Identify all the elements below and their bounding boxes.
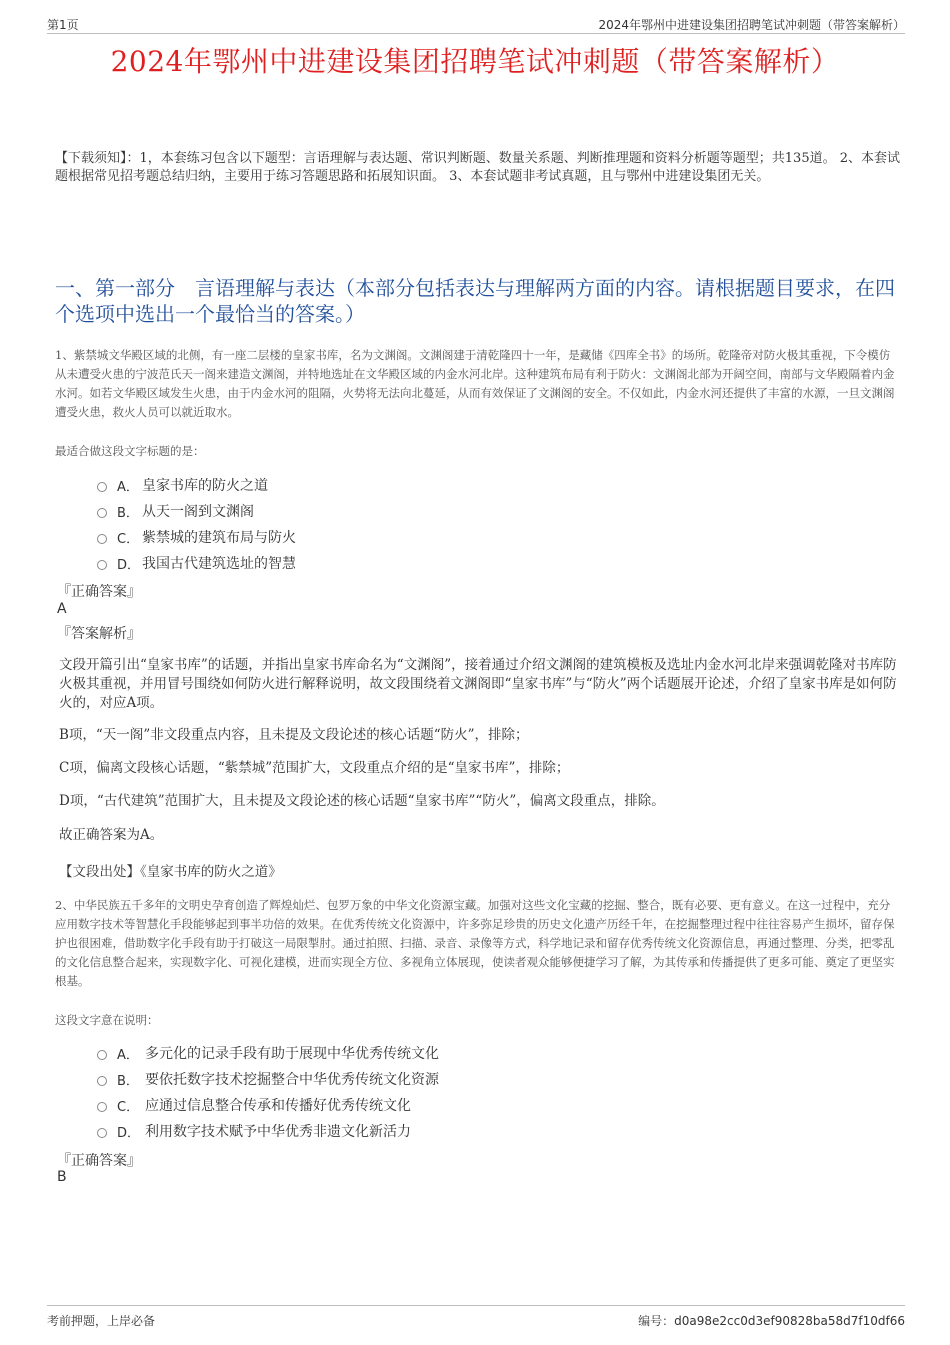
analysis-d xyxy=(59,792,899,811)
radio-icon[interactable] xyxy=(97,534,107,544)
analysis-paragraph: B项，“天一阁”非文段重点内容，且未提及文段论述的核心话题“防火”，排除； xyxy=(59,727,529,743)
question-1-analysis xyxy=(59,656,899,713)
page-footer xyxy=(47,1305,905,1328)
question-2-prompt: 这段文字意在说明： xyxy=(55,1013,159,1027)
header-doc-title: 2024年鄂州中进建设集团招聘笔试冲刺题（带答案解析） xyxy=(598,18,905,32)
question-2-answer-label: 『正确答案』 xyxy=(57,1153,141,1169)
analysis-paragraph: C项，偏离文段核心话题，“紫禁城”范围扩大，文段重点介绍的是“皇家书库”，排除； xyxy=(59,760,570,776)
option-c[interactable]: C． 紫禁城的建筑布局与防火 xyxy=(97,527,697,553)
question-1-source: 【文段出处】《皇家书库的防火之道》 xyxy=(59,864,282,880)
analysis-b xyxy=(59,726,899,745)
radio-icon[interactable] xyxy=(97,482,107,492)
download-notice: 【下载须知】：1，本套练习包含以下题型：言语理解与表达题、常识判断题、数量关系题、判断推理题和资料分析题等题型；共135道。 2、本套试题根据常见招考题总结归纳，主要用于练习答题思路和拓展知识面。 3、本套试题非考试真题，且与鄂州中进建设集团无关。 xyxy=(55,151,900,184)
document-title: 2024年鄂州中进建设集团招聘笔试冲刺题（带答案解析） xyxy=(110,45,840,78)
option-c[interactable]: C． 应通过信息整合传承和传播好优秀传统文化 xyxy=(97,1095,697,1121)
option-d[interactable]: D． 利用数字技术赋予中华优秀非遗文化新活力 xyxy=(97,1121,697,1147)
question-1-answer: A xyxy=(57,601,67,617)
option-b[interactable]: B． 从天一阁到文渊阁 xyxy=(97,501,697,527)
question-1-analysis-label: 『答案解析』 xyxy=(57,626,141,642)
section-title: 一、第一部分 言语理解与表达（本部分包括表达与理解两方面的内容。请根据题目要求，在四个选项中选出一个最恰当的答案。） xyxy=(55,276,895,326)
analysis-conclusion xyxy=(59,826,899,845)
radio-icon[interactable] xyxy=(97,1102,107,1112)
radio-icon[interactable] xyxy=(97,560,107,570)
question-1-passage: 1、紫禁城文华殿区域的北侧，有一座二层楼的皇家书库，名为文渊阁。文渊阁建于清乾隆四十一年，是藏储《四库全书》的场所。乾隆帝对防火极其重视，下令模仿从未遭受火患的宁波范氏天一阁来建造文渊阁，并特地选址在文华殿区域的内金水河北岸。这种建筑布局有利于防火：文渊阁北部为开阔空间，南部与文华殿隔着内金水河。如若文华殿区域发生火患，由于内金水河的阻隔，火势将无法向北蔓延，从而有效保证了文渊阁的安全。不仅如此，内金水河还提供了丰富的水源，一旦文渊阁遭受火患，救火人员可以就近取水。 xyxy=(55,348,895,419)
radio-icon[interactable] xyxy=(97,1128,107,1138)
option-b[interactable]: B． 要依托数字技术挖掘整合中华优秀传统文化资源 xyxy=(97,1069,697,1095)
question-2-passage: 2、中华民族五千多年的文明史孕育创造了辉煌灿烂、包罗万象的中华文化资源宝藏。加强对这些文化宝藏的挖掘、整合，既有必要、更有意义。在这一过程中，充分应用数字技术等智慧化手段能够起到事半功倍的效果。在优秀传统文化资源中，许多弥足珍贵的历史文化遗产历经千年，在挖掘整理过程中往往容易产生损坏，留存保护也很困难，借助数字化手段有助于打破这一局限掣肘。通过拍照、扫描、录音、录像等方式，科学地记录和留存优秀传统文化资源信息，再通过整理、分类，把零乱的文化信息整合起来，实现数字化、可视化建模，进而实现全方位、多视角立体展现，使读者观众能够便捷学习了解，为其传承和传播提供了更多可能、奠定了更坚实根基。 xyxy=(55,898,895,988)
analysis-paragraph: 文段开篇引出“皇家书库”的话题，并指出皇家书库命名为“文渊阁”，接着通过介绍文渊阁的建筑模板及选址内金水河北岸来强调乾隆对书库防火极其重视，并用冒号围绕如何防火进行解释说明，故文段围绕着文渊阁即“皇家书库”与“防火”两个话题展开论述，介绍了皇家书库是如何防火的，对应A项。 xyxy=(59,657,897,711)
analysis-paragraph: 故正确答案为A。 xyxy=(59,827,164,843)
option-a[interactable]: A． 皇家书库的防火之道 xyxy=(97,475,697,501)
footer-slogan: 考前押题，上岸必备 xyxy=(47,1314,156,1328)
radio-icon[interactable] xyxy=(97,508,107,518)
footer-code xyxy=(638,1312,905,1329)
question-1-prompt: 最适合做这段文字标题的是： xyxy=(55,444,205,458)
footer-code-value: d0a98e2cc0d3ef90828ba58d7f10df66 xyxy=(674,1314,905,1328)
analysis-c xyxy=(59,759,899,778)
question-1-answer-label: 『正确答案』 xyxy=(57,584,141,600)
radio-icon[interactable] xyxy=(97,1050,107,1060)
radio-icon[interactable] xyxy=(97,1076,107,1086)
analysis-paragraph: D项，“古代建筑”范围扩大，且未提及文段论述的核心话题“皇家书库”“防火”，偏离文段重点，排除。 xyxy=(59,793,665,809)
page-header xyxy=(47,13,905,34)
question-2-options xyxy=(97,1043,697,1147)
question-2-answer: B xyxy=(57,1169,67,1185)
question-1-options xyxy=(97,475,697,579)
footer-code-label: 编号： xyxy=(638,1314,675,1328)
option-d[interactable]: D． 我国古代建筑选址的智慧 xyxy=(97,553,697,579)
page-number: 第1页 xyxy=(47,18,79,32)
option-a[interactable]: A． 多元化的记录手段有助于展现中华优秀传统文化 xyxy=(97,1043,697,1069)
